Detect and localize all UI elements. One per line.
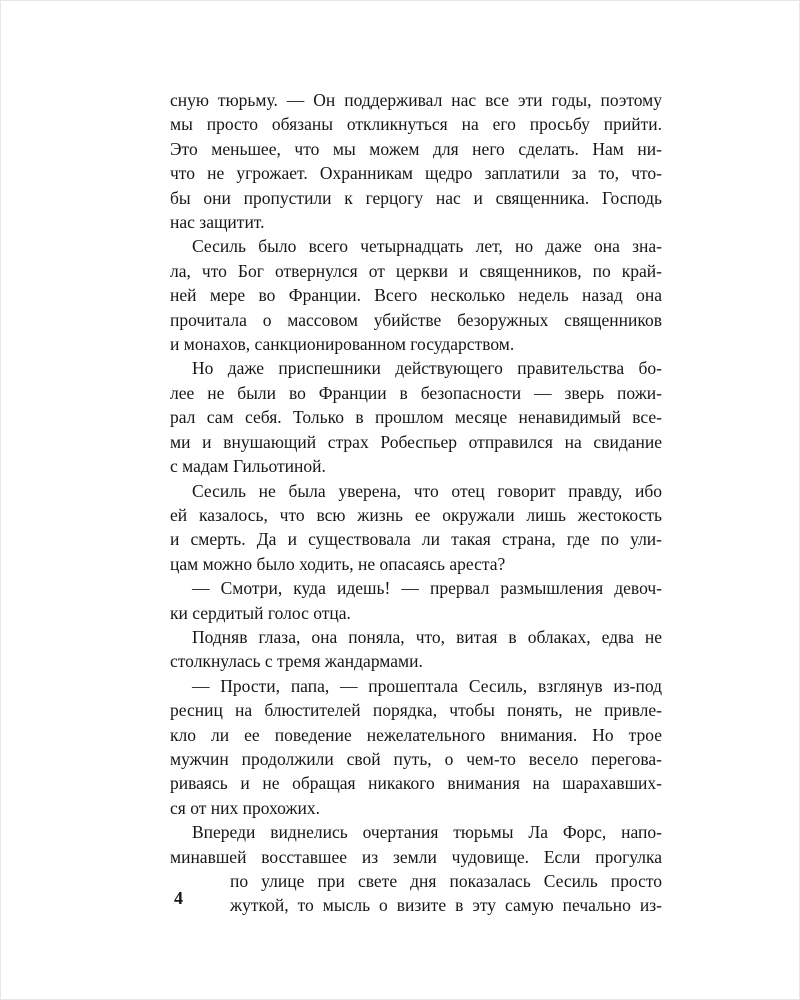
- text-line: лее не были во Франции в безопасности — зверь пожи-: [170, 382, 662, 403]
- text-line: нас защитит.: [170, 212, 265, 233]
- text-line: ми и внушающий страх Робеспьер отправился на свидание: [170, 431, 662, 452]
- text-line: по улице при свете дня показалась Сесиль просто: [230, 871, 662, 891]
- text-line: риваясь и не обращая никакого внимания на шарахавших-: [170, 773, 662, 794]
- text-line: ла, что Бог отвернулся от церкви и священников, по край-: [170, 260, 662, 281]
- text-line: Подняв глаза, она поняла, что, витая в облаках, едва не: [192, 626, 662, 647]
- text-line: — Смотри, куда идешь! — прервал размышления девоч-: [192, 578, 662, 599]
- text-line: что не угрожает. Охранникам щедро заплатили за то, что-: [170, 163, 662, 184]
- text-line: ней мере во Франции. Всего несколько недель назад она: [170, 285, 662, 306]
- text-line: Это меньшее, что мы можем для него сделать. Нам ни-: [170, 138, 662, 159]
- page-number: 4: [174, 888, 183, 908]
- text-line: и смерть. Да и существовала ли такая страна, где по ули-: [170, 529, 662, 550]
- text-line: кло ли ее поведение нежелательного внимания. Но трое: [170, 724, 662, 745]
- text-line: цам можно было ходить, не опасаясь ареста?: [170, 553, 506, 574]
- text-line: столкнулась с тремя жандармами.: [170, 651, 423, 672]
- text-line: и монахов, санкционированном государством.: [170, 334, 515, 355]
- text-line: сную тюрьму. — Он поддерживал нас все эти годы, поэтому: [170, 90, 662, 110]
- text-line: мужчин продолжили свой путь, о чем-то весело перегова-: [170, 748, 662, 769]
- text-line: рал сам себя. Только в прошлом месяце ненавидимый все-: [170, 407, 662, 428]
- text-line: ки сердитый голос отца.: [170, 602, 351, 623]
- text-line: — Прости, папа, — прошептала Сесиль, взглянув из-под: [192, 675, 662, 696]
- text-line: минавшей восставшее из земли чудовище. Если прогулка: [170, 846, 662, 867]
- text-line: с мадам Гильотиной.: [170, 456, 326, 477]
- text-line: прочитала о массовом убийстве безоружных священников: [170, 309, 662, 330]
- text-column: [170, 88, 662, 918]
- text-line: жуткой, то мысль о визите в эту самую печально из-: [230, 895, 662, 916]
- text-line: Сесиль не была уверена, что отец говорит правду, ибо: [192, 480, 662, 501]
- text-line: ся от них прохожих.: [170, 797, 320, 818]
- text-line: Сесиль было всего четырнадцать лет, но даже она зна-: [192, 236, 662, 257]
- text-line: Но даже приспешники действующего правительства бо-: [192, 358, 662, 379]
- text-line: Впереди виднелись очертания тюрьмы Ла Форс, напо-: [192, 822, 662, 843]
- text-line: бы они пропустили к герцогу нас и священника. Господь: [170, 187, 662, 208]
- text-line: мы просто обязаны откликнуться на его просьбу прийти.: [170, 114, 662, 135]
- text-line: ей казалось, что всю жизнь ее окружали лишь жестокость: [170, 504, 662, 525]
- text-line: ресниц на блюстителей порядка, чтобы понять, не привле-: [170, 700, 662, 721]
